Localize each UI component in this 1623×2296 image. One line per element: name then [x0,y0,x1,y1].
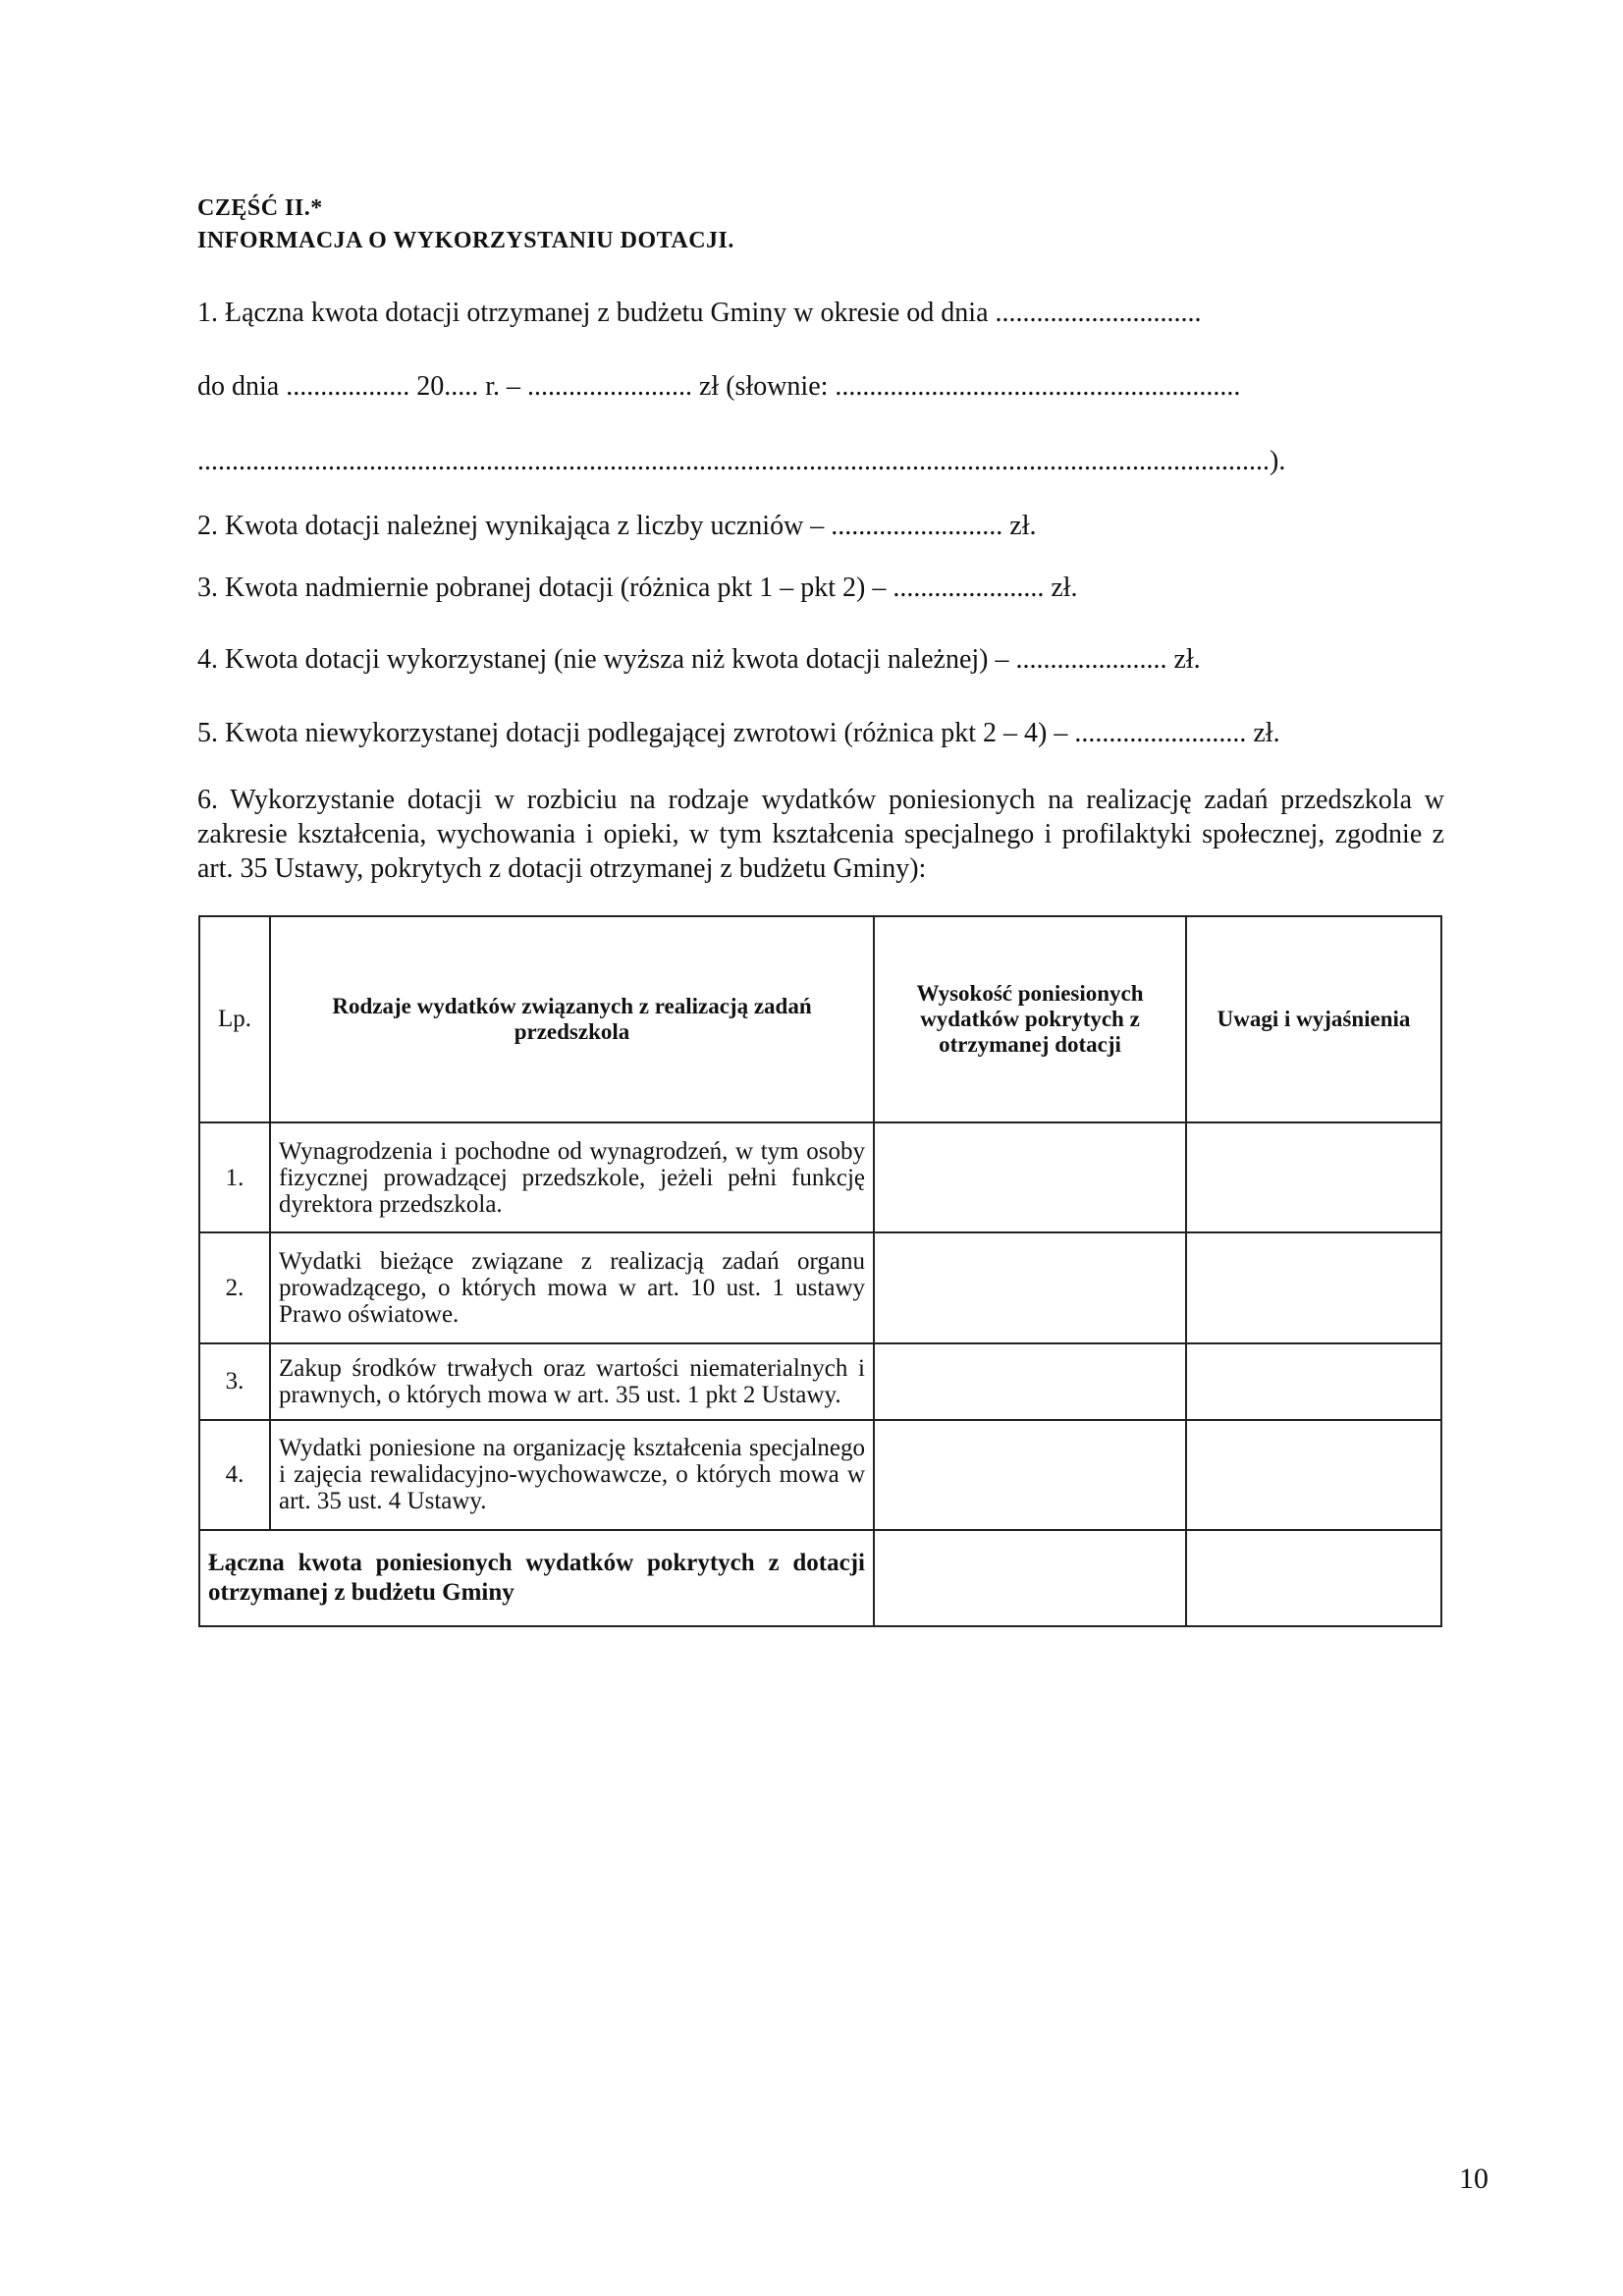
row-lp: 3. [199,1343,270,1420]
row-lp: 2. [199,1232,270,1342]
row-amount-cell[interactable] [874,1122,1186,1232]
row-description: Zakup środków trwałych oraz wartości niematerialnych i prawnych, o których mowa w art. 35 ust. 1 pkt 2 Ustawy. [270,1343,874,1420]
row-description: Wydatki bieżące związane z realizacją zadań organu prowadzącego, o których mowa w art. 10 ust. 1 ustawy Prawo oświatowe. [270,1232,874,1342]
item-6-paragraph: 6. Wykorzystanie dotacji w rozbiciu na rodzaje wydatków poniesionych na realizację zadań przedszkola w zakresie kształcenia, wychowania i opieki, w tym kształcenia specjalnego i profilaktyki społecznej, zgodnie z art. 35 Ustawy, pokrytych z dotacji otrzymanej z budżetu Gminy): [197,785,1444,884]
total-label: Łączna kwota poniesionych wydatków pokrytych z dotacji otrzymanej z budżetu Gminy [199,1530,874,1626]
table-row [199,1420,1441,1531]
section-title: INFORMACJA O WYKORZYSTANIU DOTACJI. [197,228,734,253]
row-lp: 1. [199,1122,270,1232]
header-lp: Lp. [199,916,270,1122]
row-lp: 4. [199,1420,270,1531]
table-row [199,1232,1441,1342]
row-notes-cell[interactable] [1186,1122,1441,1232]
header-amount: Wysokość poniesionych wydatków pokrytych z otrzymanej dotacji [874,916,1186,1122]
item-1-line-1: 1. Łączna kwota dotacji otrzymanej z budżetu Gminy w okresie od dnia .............................. [197,298,1202,328]
table-row [199,1122,1441,1232]
item-1-line-3: ............................................................................................................................................................). [197,446,1286,476]
total-notes-cell[interactable] [1186,1530,1441,1626]
item-3: 3. Kwota nadmiernie pobranej dotacji (różnica pkt 1 – pkt 2) – ...................... zł. [197,573,1078,603]
item-4: 4. Kwota dotacji wykorzystanej (nie wyższa niż kwota dotacji należnej) – ...................... zł. [197,644,1201,675]
row-amount-cell[interactable] [874,1343,1186,1420]
row-description: Wynagrodzenia i pochodne od wynagrodzeń, w tym osoby fizycznej prowadzącej przedszkole, jeżeli pełni funkcję dyrektora przedszkola. [270,1122,874,1232]
total-row [199,1530,1441,1626]
expenses-table [198,915,1442,1627]
header-notes: Uwagi i wyjaśnienia [1186,916,1441,1122]
row-description: Wydatki poniesione na organizację kształcenia specjalnego i zajęcia rewalidacyjno-wychowawcze, o których mowa w art. 35 ust. 4 Ustawy. [270,1420,874,1531]
row-amount-cell[interactable] [874,1420,1186,1531]
part-heading: CZĘŚĆ II.* [197,195,323,221]
row-notes-cell[interactable] [1186,1343,1441,1420]
item-2: 2. Kwota dotacji należnej wynikająca z liczby uczniów – ......................... zł. [197,511,1037,541]
row-notes-cell[interactable] [1186,1232,1441,1342]
row-notes-cell[interactable] [1186,1420,1441,1531]
item-1-line-2: do dnia .................. 20..... r. – ........................ zł (słownie: ........................................................... [197,371,1241,402]
header-expense-type: Rodzaje wydatków związanych z realizacją zadań przedszkola [270,916,874,1122]
item-5: 5. Kwota niewykorzystanej dotacji podlegającej zwrotowi (różnica pkt 2 – 4) – ......................... zł. [197,718,1280,748]
table-header-row [199,916,1441,1122]
row-amount-cell[interactable] [874,1232,1186,1342]
total-amount-cell[interactable] [874,1530,1186,1626]
table-row [199,1343,1441,1420]
page-number: 10 [1459,2162,1488,2195]
